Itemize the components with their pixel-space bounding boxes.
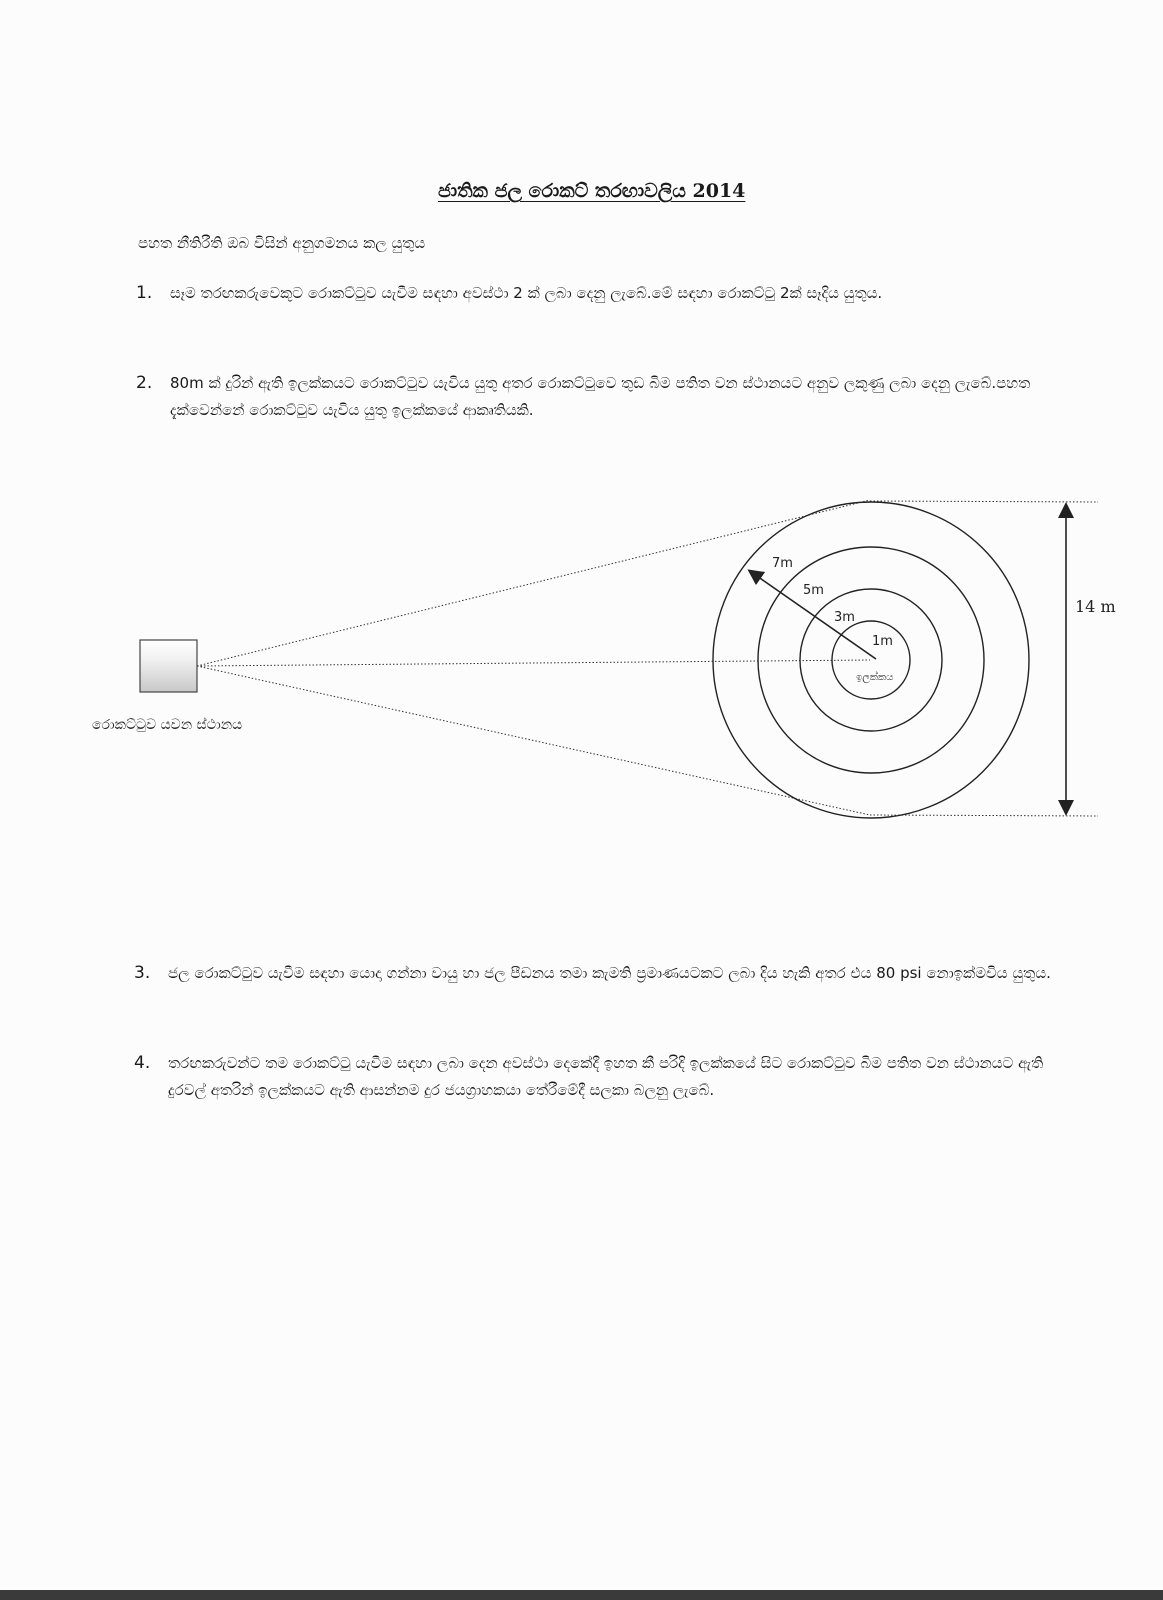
rule-4: [134, 1050, 1084, 1104]
launch-site-label: රොකට්ටුව යවන ස්ථානය: [92, 717, 243, 733]
ring-7m: [713, 502, 1029, 818]
target-diagram: [0, 470, 1163, 830]
sight-line-bottom: [197, 666, 870, 815]
launch-site-box: [140, 640, 197, 692]
ring-1m: [832, 621, 910, 699]
page-title: ජාතික ජල රොකට් තරඟාවලිය 2014: [438, 180, 746, 202]
ring-label-3m: 3m: [834, 610, 855, 625]
rule-number: 4.: [134, 1053, 151, 1073]
rule-number: 2.: [136, 373, 153, 393]
ring-5m: [758, 547, 984, 773]
scanner-edge: [0, 1590, 1163, 1600]
ring-label-1m: 1m: [872, 634, 893, 649]
ring-label-5m: 5m: [803, 583, 824, 598]
ring-label-7m: 7m: [772, 556, 793, 571]
intro-text: පහත නීතිරීති ඔබ විසින් අනුගමනය කල යුතුය: [138, 234, 426, 252]
rule-text: 80m ක් දුරින් ඇති ඉලක්කයට රොකට්ටුව යැවිය යුතු අතර රොකට්ටුවෙ තුඩ බිම පතිත වන ස්ථානයට අනුව ලකුණු ලබා දෙනු ලැබේ.පහත දැක්වෙන්නේ රොකට්ටුව යැවිය යුතු ඉලක්කයේ ආකෘතියකි.: [170, 374, 1031, 419]
sight-line-center: [197, 660, 870, 666]
rule-number: 1.: [136, 283, 153, 303]
rule-text: තරඟකරුවන්ට තම රොකට්ටු යැවීම සඳහා ලබා දෙන අවස්ථා දෙකේදී ඉහත කී පරිදි ඉලක්කයේ සිට රොකට්ටුව බිම පතිත වන ස්ථානයට ඇති දුරවල් අතරින් ඉලක්කයට ඇති ආසන්නම දුර ජයග්‍රාහකයා තේරීමේදී සලකා බලනු ලැබේ.: [168, 1054, 1044, 1099]
rule-number: 3.: [134, 963, 151, 983]
rule-3: [134, 960, 1074, 987]
rule-1: [136, 280, 1066, 307]
rule-text: ජල රොකට්ටුව යැවීම සඳහා යොදා ගන්නා වායු හා ජල පීඩනය තමා කැමති ප්‍රමාණයටකට ලබා දිය හැකි අතර එය 80 psi නොඉක්මවිය යුතුය.: [168, 964, 1051, 982]
rule-2: [136, 370, 1066, 424]
target-label: ඉලක්කය: [856, 672, 894, 683]
rule-text: සෑම තරඟකරුවෙකුට රොකට්ටුව යැවීම සඳහා අවස්ථා 2 ක් ලබා දෙනු ලැබේ.මේ සඳහා රොකට්ටු 2ක් සෑදිය යුතුය.: [170, 284, 883, 302]
tangent-line-top: [870, 501, 1098, 502]
sight-line-top: [197, 500, 870, 666]
diameter-label: 14 m: [1075, 597, 1116, 616]
